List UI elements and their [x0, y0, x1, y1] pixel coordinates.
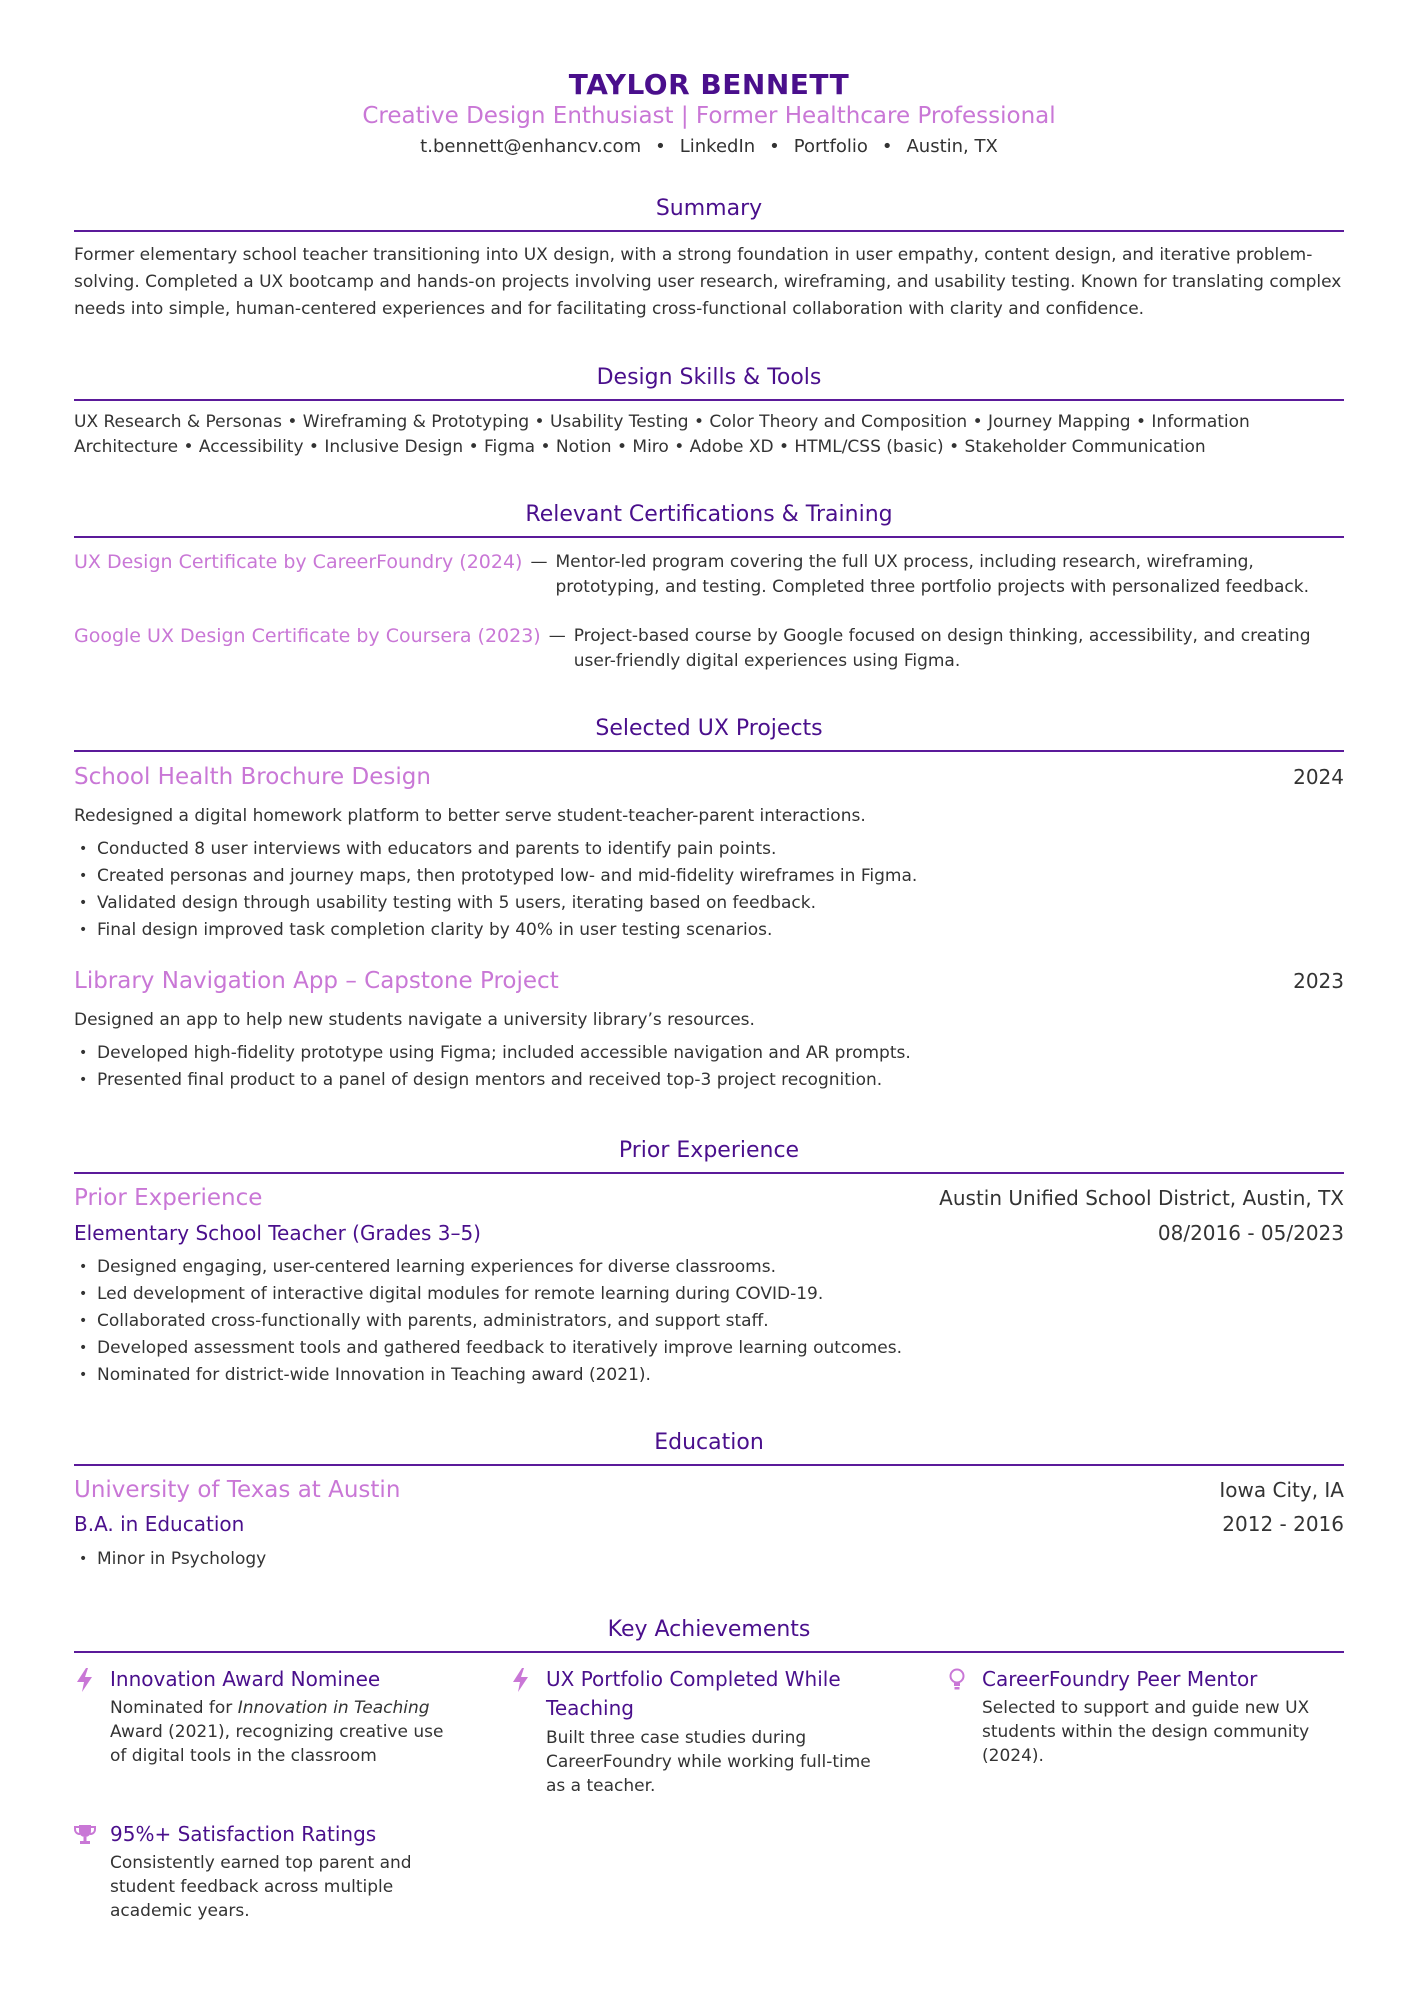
list-item: • Developed assessment tools and gathered feedback to iteratively improve learning outcomes. [74, 1335, 1344, 1362]
project-year: 2024 [1293, 765, 1344, 789]
contact-portfolio[interactable]: Portfolio [793, 136, 868, 157]
section-divider [74, 536, 1344, 538]
achievement-title: 95%+ Satisfaction Ratings [110, 1822, 377, 1846]
certifications-heading: Relevant Certifications & Training [525, 502, 893, 527]
project-year: 2023 [1293, 969, 1344, 993]
experience-role: Elementary School Teacher (Grades 3–5) [74, 1221, 481, 1245]
project-title: School Health Brochure Design [74, 764, 431, 790]
certification-dash: — [530, 552, 548, 572]
list-item: • Led development of interactive digital modules for remote learning during COVID-19. [74, 1281, 1344, 1308]
achievement-title: UX Portfolio Completed While Teaching [546, 1667, 841, 1720]
education-dates: 2012 - 2016 [1222, 1512, 1344, 1536]
list-item: • Presented final product to a panel of design mentors and received top-3 project recognition. [74, 1067, 1344, 1094]
section-divider [74, 750, 1344, 752]
summary-text: Former elementary school teacher transitioning into UX design, with a strong foundation in user empathy, content design, and iterative problem-solving. Completed a UX bootcamp and hands-on projects involving user research, wireframing, and usability testing. Known for translating complex needs into simple, human-centered experiences and for facilitating cross-functional collaboration with clarity and confidence. [74, 245, 1342, 319]
contact-line [74, 136, 1344, 157]
certification-title: Google UX Design Certificate by Coursera (2023) [74, 625, 541, 647]
section-divider [74, 1172, 1344, 1174]
education-heading: Education [654, 1430, 764, 1455]
experience-title: Prior Experience [74, 1185, 263, 1211]
experience-company: Austin Unified School District, Austin, TX [939, 1186, 1344, 1210]
section-divider [74, 230, 1344, 232]
education-degree: B.A. in Education [74, 1512, 245, 1536]
contact-separator: • [881, 136, 893, 157]
contact-separator: • [769, 136, 780, 157]
list-item: • Designed engaging, user-centered learning experiences for diverse classrooms. [74, 1254, 1344, 1281]
list-item: • Developed high-fidelity prototype using Figma; included accessible navigation and AR prompts. [74, 1040, 1344, 1067]
list-item: • Nominated for district-wide Innovation in Teaching award (2021). [74, 1362, 1344, 1389]
achievements-heading: Key Achievements [607, 1617, 811, 1642]
projects-heading: Selected UX Projects [595, 716, 823, 741]
achievement-description: Built three case studies during CareerFoundry while working full-time as a teacher. [546, 1728, 871, 1796]
project-description: Redesigned a digital homework platform to better serve student-teacher-parent interactions. [74, 806, 866, 826]
skills-list: UX Research & Personas • Wireframing & Prototyping • Usability Testing • Color Theory and Composition • Journey Mapping • Information Architecture • Accessibility • Inclusive Design • Figma • Notion • Miro • Adobe XD • HTML/CSS (basic) • Stakeholder Communication [74, 412, 1250, 457]
candidate-headline: Creative Design Enthusiast | Former Healthcare Professional [362, 103, 1056, 129]
achievement-description: Selected to support and guide new UX students within the design community (2024). [982, 1698, 1310, 1766]
section-divider [74, 399, 1344, 401]
section-divider [74, 1464, 1344, 1466]
achievement-title: CareerFoundry Peer Mentor [982, 1667, 1258, 1691]
project-bullets [74, 836, 1344, 944]
achievement-description: Consistently earned top parent and student feedback across multiple academic years. [110, 1853, 412, 1921]
list-item: • Created personas and journey maps, then prototyped low- and mid-fidelity wireframes in Figma. [74, 863, 1344, 890]
experience-dates: 08/2016 - 05/2023 [1157, 1221, 1344, 1245]
certification-dash: — [548, 626, 566, 646]
certification-title: UX Design Certificate by CareerFoundry (2024) [74, 551, 523, 573]
list-item: • Conducted 8 user interviews with educators and parents to identify pain points. [74, 836, 1344, 863]
list-item: • Final design improved task completion clarity by 40% in user testing scenarios. [74, 917, 1344, 944]
list-item: • Collaborated cross-functionally with parents, administrators, and support staff. [74, 1308, 1344, 1335]
education-location: Iowa City, IA [1219, 1478, 1344, 1502]
contact-email[interactable]: t.bennett@enhancv.com [420, 136, 642, 157]
lightbulb-icon [946, 1667, 968, 1693]
skills-heading: Design Skills & Tools [596, 365, 822, 390]
project-bullets [74, 1040, 1344, 1094]
certification-item [74, 550, 1344, 600]
lightning-bolt-icon [74, 1667, 96, 1693]
achievement-description: Nominated for Innovation in Teaching Award (2021), recognizing creative use of digital tools in the classroom [110, 1698, 444, 1766]
section-divider [74, 1651, 1344, 1653]
summary-heading: Summary [655, 196, 763, 221]
experience-bullets [74, 1254, 1344, 1389]
project-title: Library Navigation App – Capstone Project [74, 968, 559, 994]
list-item: • Validated design through usability testing with 5 users, iterating based on feedback. [74, 890, 1344, 917]
contact-separator: • [655, 136, 666, 157]
education-bullets [74, 1546, 1344, 1573]
experience-heading: Prior Experience [618, 1138, 800, 1163]
education-school: University of Texas at Austin [74, 1477, 401, 1503]
contact-linkedin[interactable]: LinkedIn [679, 136, 756, 157]
achievement-title: Innovation Award Nominee [110, 1667, 381, 1691]
list-item: • Minor in Psychology [74, 1546, 1344, 1573]
trophy-icon [74, 1822, 96, 1848]
certification-description: Project-based course by Google focused on design thinking, accessibility, and creating user-friendly digital experiences using Figma. [573, 626, 1311, 671]
lightning-bolt-icon [510, 1667, 532, 1693]
certification-description: Mentor-led program covering the full UX process, including research, wireframing, prototyping, and testing. Completed three portfolio projects with personalized feedback. [555, 552, 1310, 597]
candidate-name: TAYLOR BENNETT [568, 68, 850, 101]
project-description: Designed an app to help new students navigate a university library’s resources. [74, 1010, 755, 1030]
contact-location: Austin, TX [906, 136, 998, 157]
certification-item [74, 624, 1344, 674]
